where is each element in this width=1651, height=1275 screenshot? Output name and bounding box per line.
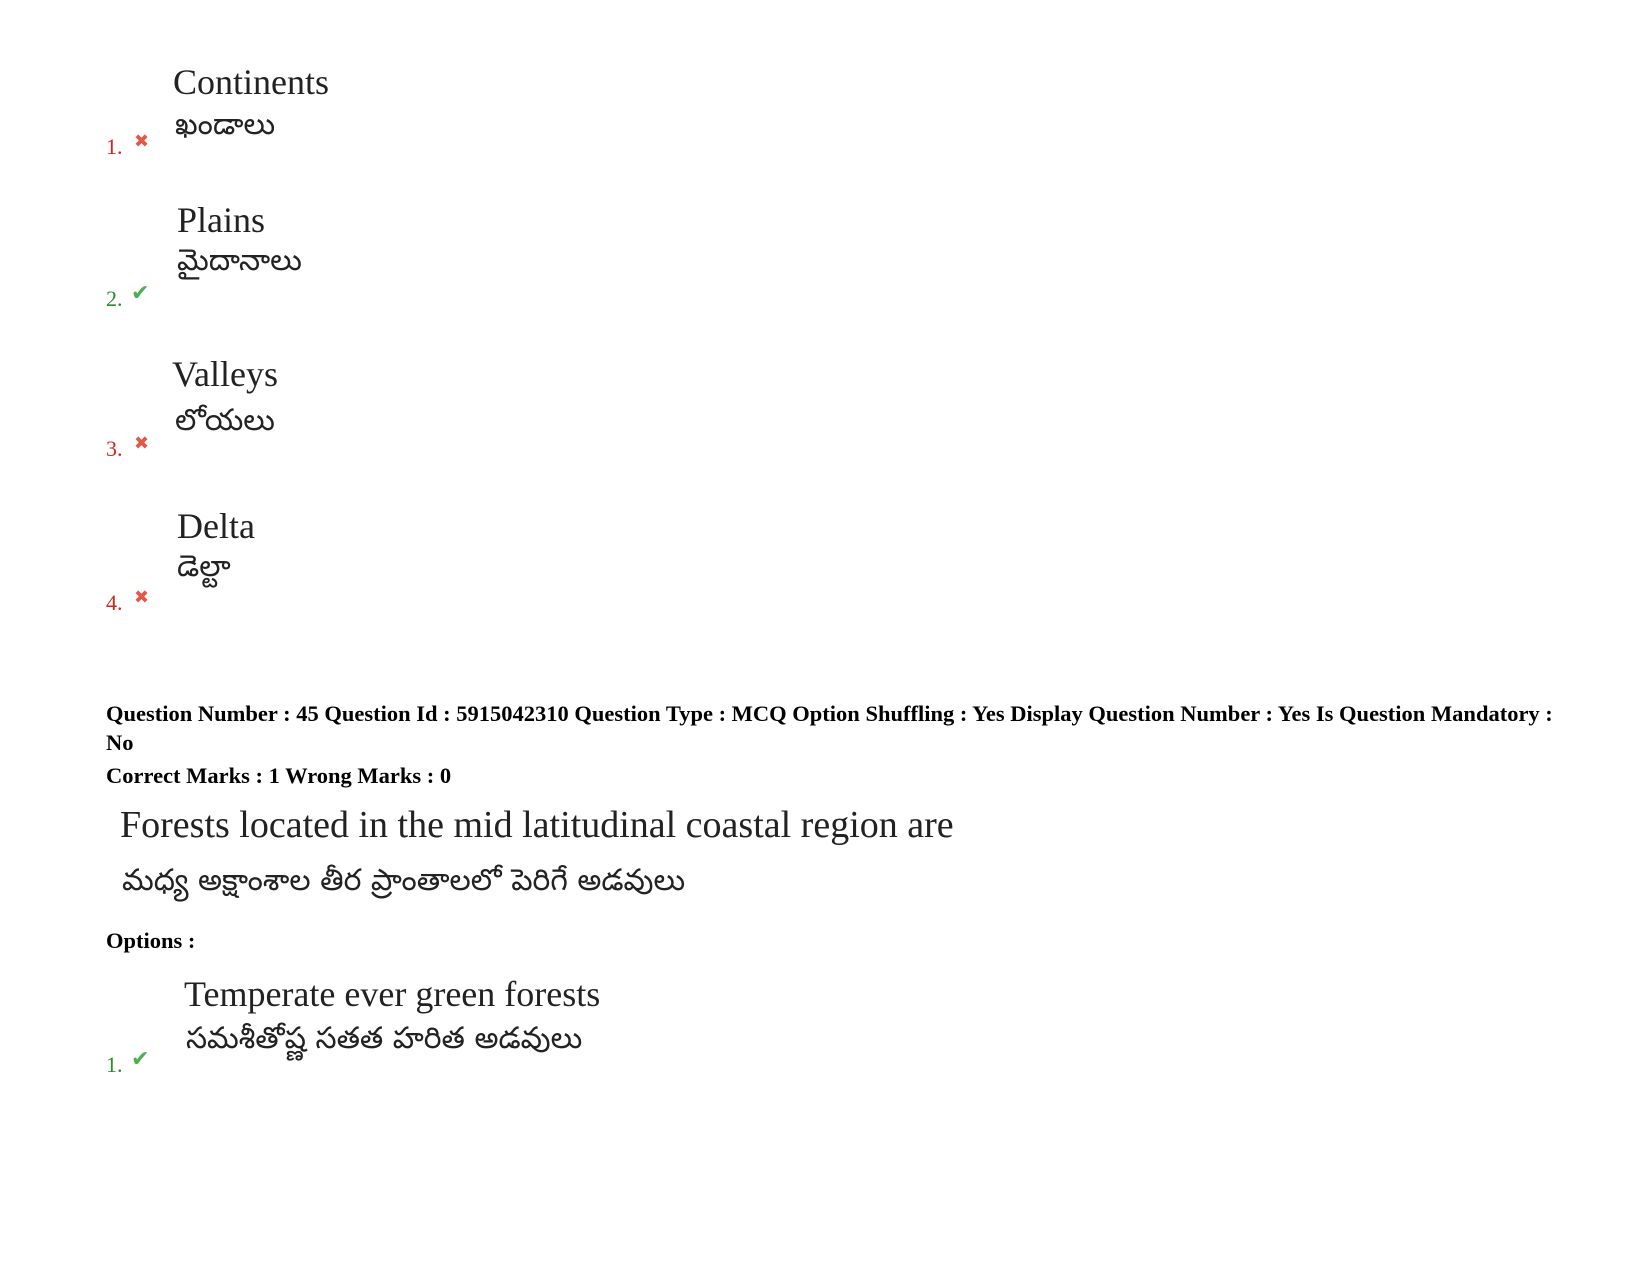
option-number: 4. xyxy=(106,590,123,615)
check-icon: ✔ xyxy=(131,281,150,306)
options-label: Options : xyxy=(106,928,196,953)
cross-icon: ✖ xyxy=(134,131,150,152)
option-telugu-text: డెల్టా xyxy=(177,549,231,584)
question-marks: Correct Marks : 1 Wrong Marks : 0 xyxy=(106,763,452,788)
option-telugu-text: మైదానాలు xyxy=(177,243,302,278)
option-english-text: Temperate ever green forests xyxy=(184,974,601,1014)
option-telugu-text: లోయలు xyxy=(175,403,275,438)
option-english-text: Valleys xyxy=(172,354,278,394)
option-number: 1. xyxy=(106,134,123,159)
question-text-english: Forests located in the mid latitudinal coastal region are xyxy=(120,804,954,846)
option-english-text: Plains xyxy=(177,200,266,240)
option-number: 2. xyxy=(106,286,123,311)
cross-icon: ✖ xyxy=(134,433,150,454)
option-number: 1. xyxy=(106,1052,123,1077)
option-telugu-text: ఖండాలు xyxy=(175,107,276,142)
option-number: 3. xyxy=(106,436,123,461)
option-english-text: Delta xyxy=(177,506,255,546)
option-telugu-text: సమశీతోష్ణ సతత హరిత అడవులు xyxy=(186,1021,583,1056)
check-icon: ✔ xyxy=(131,1047,150,1072)
question-meta: Question Number : 45 Question Id : 5915042310 Question Type : MCQ Option Shuffling : Yes Display Question Number : Yes Is Question Mandatory : No xyxy=(106,701,1553,755)
question-text-telugu: మధ్య అక్షాంశాల తీర ప్రాంతాలలో పెరిగే అడవులు xyxy=(122,863,686,898)
cross-icon: ✖ xyxy=(134,587,150,608)
option-english-text: Continents xyxy=(173,62,330,102)
